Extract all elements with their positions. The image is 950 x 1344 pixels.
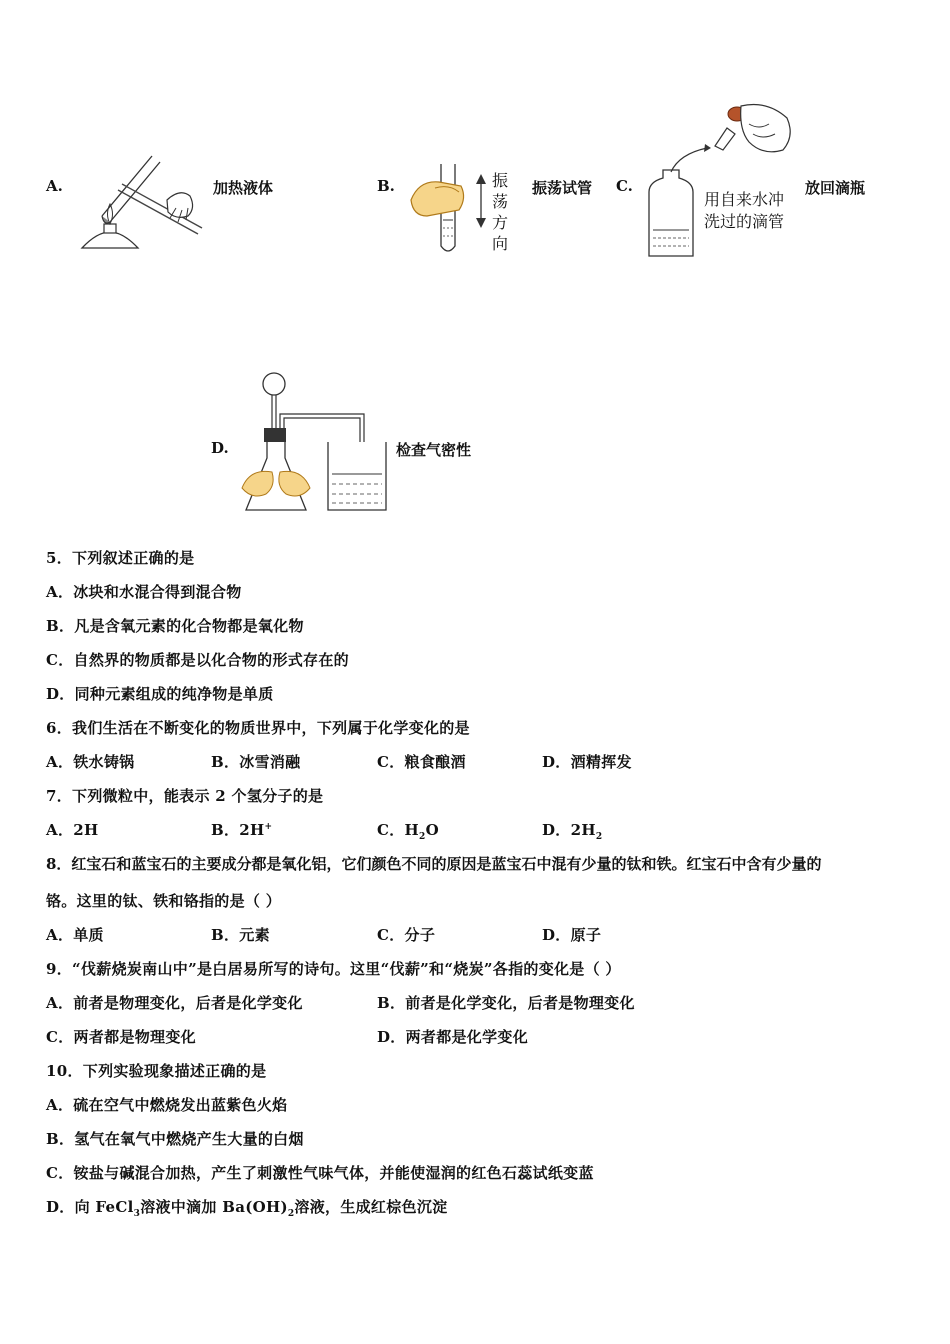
question-5-option-d: D．同种元素组成的纯净物是单质 [46,685,274,703]
figure-option-c-letter: C. [616,177,633,195]
shake-direction-label: 荡 [492,192,509,211]
question-8-option-b: B．元素 [211,926,270,944]
figure-option-c-caption: 放回滴瓶 [805,179,866,197]
dropper-annotation-line: 用自来水冲 [704,190,785,209]
dropper-annotation-line: 洗过的滴管 [704,212,785,231]
question-9-option-c: C．两者都是物理变化 [46,1028,196,1046]
question-7-option-c: C．$H_2O$ [377,821,439,842]
shake-direction-label: 向 [492,234,509,253]
question-10-option-c: C．铵盐与碱混合加热，产生了刺激性气味气体，并能使湿润的红色石蕊试纸变蓝 [46,1164,594,1182]
question-8-option-a: A．单质 [46,926,104,944]
shake-direction-label: 方 [492,213,509,232]
figure-option-b-caption: 振荡试管 [532,179,593,197]
question-6-option-d: D．酒精挥发 [542,753,632,771]
question-9-option-b: B．前者是化学变化，后者是物理变化 [377,994,635,1012]
question-8-stem-line-2: 铬。这里的钛、铁和铬指的是（ ） [46,892,282,910]
figure-option-d-caption: 检查气密性 [396,441,472,459]
question-9-option-a: A．前者是物理变化，后者是化学变化 [46,994,303,1012]
figure-option-a-letter: A. [46,177,63,195]
question-5-option-c: C．自然界的物质都是以化合物的形式存在的 [46,651,349,669]
question-8-option-d: D．原子 [542,926,602,944]
question-5-stem: 5．下列叙述正确的是 [46,549,195,567]
question-10-stem: 10．下列实验现象描述正确的是 [46,1062,267,1080]
question-7-option-d: D．$2H_2$ [542,821,603,842]
question-6-option-c: C．粮食酿酒 [377,753,466,771]
dropper-bottle-illustration [645,100,800,260]
shake-direction-label: 振 [492,171,509,190]
question-10-option-d: D．向 FeCl$_3$溶液中滴加 $Ba(OH)_2$溶液，生成红棕色沉淀 [46,1198,448,1219]
question-9-option-d: D．两者都是化学变化 [377,1028,529,1046]
shaking-test-tube-illustration [405,158,490,260]
question-8-option-c: C．分子 [377,926,436,944]
question-8-stem-line-1: 8．红宝石和蓝宝石的主要成分都是氧化铝，它们颜色不同的原因是蓝宝石中混有少量的钛和铁。红宝石中含有少量的 [46,855,822,873]
question-7-option-a: A．2H [46,821,99,839]
question-5-option-b: B．凡是含氧元素的化合物都是氧化物 [46,617,304,635]
question-6-stem: 6．我们生活在不断变化的物质世界中，下列属于化学变化的是 [46,719,470,737]
figure-option-b-letter: B. [377,177,395,195]
question-7-option-b: B．2H+ [211,821,273,839]
airtightness-check-illustration [236,370,396,520]
figure-option-d-letter: D. [211,439,229,457]
question-6-option-b: B．冰雪消融 [211,753,301,771]
question-6-option-a: A．铁水铸锅 [46,753,135,771]
question-7-stem: 7．下列微粒中，能表示 2 个氢分子的是 [46,787,324,805]
heating-liquid-illustration [72,148,212,260]
figure-option-a-caption: 加热液体 [213,179,274,197]
question-9-stem: 9．“伐薪烧炭南山中”是白居易所写的诗句。这里“伐薪”和“烧炭”各指的变化是（ ） [46,960,621,978]
question-5-option-a: A．冰块和水混合得到混合物 [46,583,242,601]
question-10-option-a: A．硫在空气中燃烧发出蓝紫色火焰 [46,1096,288,1114]
question-10-option-b: B．氢气在氧气中燃烧产生大量的白烟 [46,1130,304,1148]
